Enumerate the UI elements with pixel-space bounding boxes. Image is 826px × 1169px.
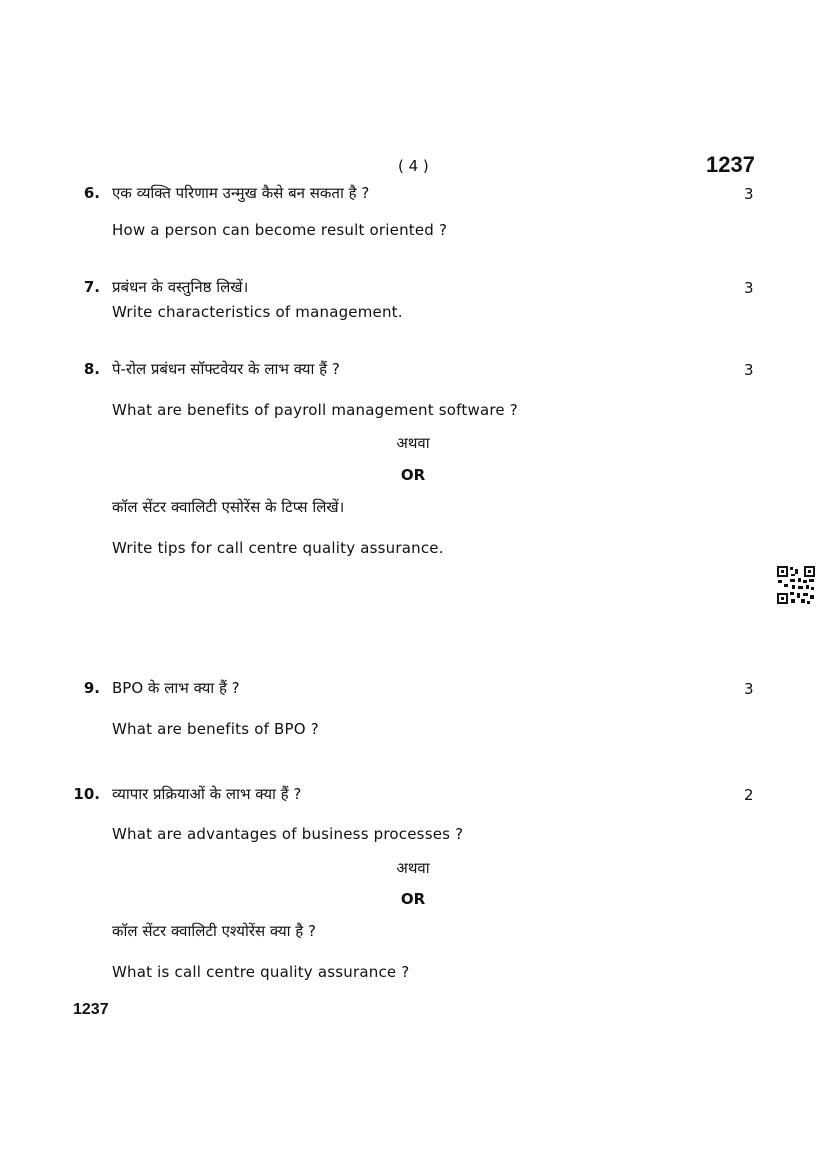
question-number: 8. — [83, 360, 100, 378]
question-english: What are benefits of payroll management software ? — [112, 401, 518, 419]
question-hindi: व्यापार प्रक्रियाओं के लाभ क्या हैं ? — [112, 785, 302, 803]
question-english: Write characteristics of management. — [112, 303, 403, 321]
or-hindi-label: अथवा — [396, 859, 430, 877]
question-number: 7. — [83, 278, 100, 296]
question-hindi: एक व्यक्ति परिणाम उन्मुख कैसे बन सकता है ? — [112, 184, 370, 202]
question-number: 6. — [83, 184, 100, 202]
question-marks: 3 — [744, 279, 754, 297]
question-english: What are advantages of business processes ? — [112, 825, 464, 843]
question-hindi: प्रबंधन के वस्तुनिष्ठ लिखें। — [112, 278, 249, 296]
question-hindi: BPO के लाभ क्या हैं ? — [112, 679, 240, 697]
question-english: How a person can become result oriented ? — [112, 221, 448, 239]
page-number: ( 4 ) — [398, 157, 429, 175]
question-english: What are benefits of BPO ? — [112, 720, 319, 738]
or-hindi-label: अथवा — [396, 434, 430, 452]
question-marks: 3 — [744, 361, 754, 379]
alternative-question-hindi: कॉल सेंटर क्वालिटी एश्योरेंस क्या है ? — [112, 922, 316, 940]
question-number: 10. — [73, 785, 100, 803]
alternative-question-english: What is call centre quality assurance ? — [112, 963, 410, 981]
paper-code: 1237 — [706, 152, 755, 177]
question-hindi: पे-रोल प्रबंधन सॉफ्टवेयर के लाभ क्या हैं ? — [112, 360, 340, 378]
question-number: 9. — [83, 679, 100, 697]
question-marks: 3 — [744, 680, 754, 698]
alternative-question-hindi: कॉल सेंटर क्वालिटी एसोरेंस के टिप्स लिखें। — [112, 498, 345, 516]
or-label: OR — [400, 466, 426, 484]
question-marks: 3 — [744, 185, 754, 203]
alternative-question-english: Write tips for call centre quality assurance. — [112, 539, 444, 557]
qr-code-icon — [776, 565, 816, 605]
or-label: OR — [400, 890, 426, 908]
footer-paper-code: 1237 — [73, 1001, 109, 1018]
question-marks: 2 — [744, 786, 754, 804]
